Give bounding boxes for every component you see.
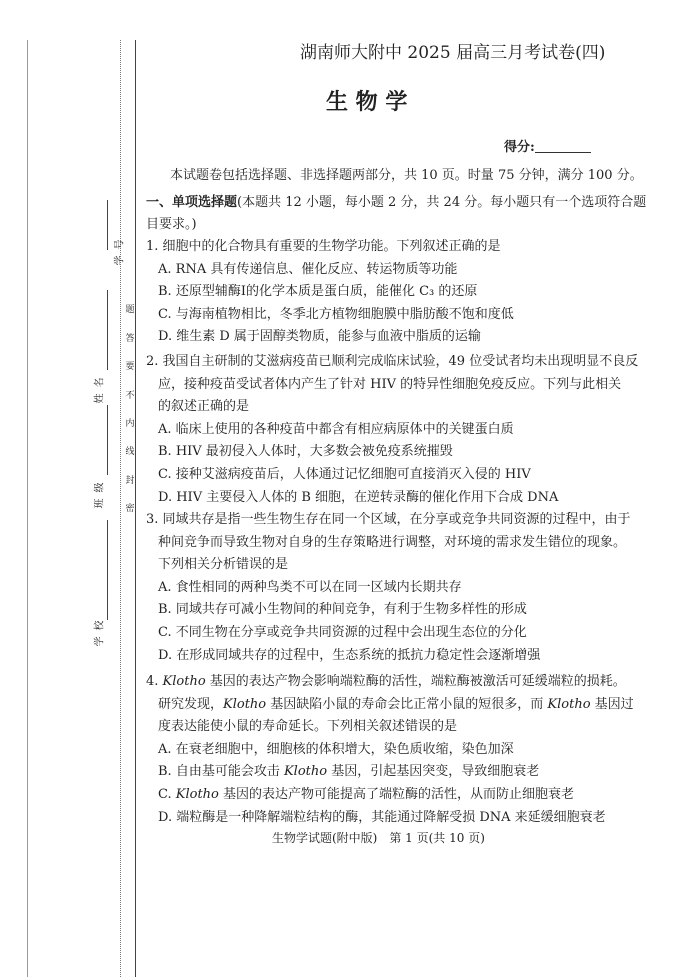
score-label: 得分: bbox=[504, 140, 535, 155]
question-stem: 2. 我国自主研制的艾滋病疫苗已顺利完成临床试验，49 位受试者均未出现明显不良反 bbox=[146, 354, 639, 369]
answer-option[interactable]: D. 维生素 D 属于固醇类物质，能参与血液中脂质的运输 bbox=[158, 329, 481, 344]
exam-title: 湖南师大附中 2025 届高三月考试卷(四) bbox=[300, 43, 606, 63]
answer-option[interactable]: C. Klotho 基因的表达产物可能提高了端粒酶的活性，从而防止细胞衰老 bbox=[158, 787, 575, 802]
question-stem: 下列相关分析错误的是 bbox=[158, 557, 289, 572]
question-stem: 度表达能使小鼠的寿命延长。下列相关叙述错误的是 bbox=[158, 719, 458, 734]
answer-option[interactable]: D. 在形成同域共存的过程中，生态系统的抵抗力稳定性会逐渐增强 bbox=[158, 648, 541, 663]
question-stem: 研究发现，Klotho 基因缺陷小鼠的寿命会比正常小鼠的短很多，而 Klotho 基因过 bbox=[158, 697, 634, 712]
answer-option[interactable]: B. 同域共存可减小生物间的种间竞争，有利于生物多样性的形成 bbox=[158, 602, 527, 617]
answer-option[interactable]: B. 还原型辅酶Ⅰ的化学本质是蛋白质，能催化 C₃ 的还原 bbox=[158, 284, 478, 299]
answer-option[interactable]: C. 不同生物在分享或竞争共同资源的过程中会出现生态位的分化 bbox=[158, 625, 527, 640]
answer-option[interactable]: A. RNA 具有传递信息、催化反应、转运物质等功能 bbox=[158, 262, 458, 277]
school-label: 学校 bbox=[94, 614, 106, 647]
seal-char: 要 bbox=[125, 362, 135, 372]
seal-char: 密 bbox=[125, 504, 135, 514]
page-footer: 生物学试题(附中版) 第 1 页(共 10 页) bbox=[272, 831, 485, 845]
answer-option[interactable]: D. 端粒酶是一种降解端粒结构的酶，其能通过降解受损 DNA 来延缓细胞衰老 bbox=[158, 810, 606, 825]
intro-text: 本试题卷包括选择题、非选择题两部分，共 10 页。时量 75 分钟，满分 100 分。 bbox=[170, 168, 643, 183]
question-stem: 1. 细胞中的化合物具有重要的生物学功能。下列叙述正确的是 bbox=[146, 239, 501, 254]
answer-option[interactable]: D. HIV 主要侵入人体的 B 细胞，在逆转录酶的催化作用下合成 DNA bbox=[158, 490, 559, 505]
student-id-label: 学号 bbox=[114, 233, 126, 266]
question-stem: 4. Klotho 基因的表达产物会影响端粒酶的活性，端粒酶被激活可延缓端粒的损耗。 bbox=[146, 674, 626, 689]
seal-char: 题 bbox=[125, 305, 135, 315]
score-field bbox=[504, 137, 591, 159]
margin-line bbox=[27, 40, 28, 977]
section-desc: 目要求。) bbox=[146, 217, 197, 232]
answer-option[interactable]: B. 自由基可能会攻击 Klotho 基因，引起基因突变，导致细胞衰老 bbox=[158, 764, 540, 779]
seal-char: 内 bbox=[125, 419, 135, 429]
seal-char: 答 bbox=[125, 334, 135, 344]
subject-title: 生 物 学 bbox=[326, 90, 408, 115]
question-stem: 3. 同域共存是指一些生物生存在同一个区域，在分享或竞争共同资源的过程中，由于 bbox=[146, 512, 631, 527]
answer-option[interactable]: A. 临床上使用的各种疫苗中都含有相应病原体中的关键蛋白质 bbox=[158, 422, 514, 437]
question-stem: 的叙述正确的是 bbox=[158, 399, 250, 414]
section-heading: 一、单项选择题(本题共 12 小题，每小题 2 分，共 24 分。每小题只有一个选项符合题 bbox=[146, 195, 647, 210]
seal-char: 线 bbox=[125, 447, 135, 457]
answer-option[interactable]: B. HIV 最初侵入人体时，大多数会被免疫系统摧毁 bbox=[158, 444, 453, 459]
answer-option[interactable]: A. 食性相同的两种鸟类不可以在同一区域内长期共存 bbox=[158, 580, 462, 595]
seal-char: 封 bbox=[125, 476, 135, 486]
question-stem: 种间竞争而导致生物对自身的生存策略进行调整，对环境的需求发生错位的现象。 bbox=[158, 535, 627, 550]
question-stem: 应，接种疫苗受试者体内产生了针对 HIV 的特异性细胞免疫反应。下列与此相关 bbox=[158, 377, 622, 392]
name-label: 姓名 bbox=[94, 371, 106, 404]
answer-option[interactable]: C. 与海南植物相比，冬季北方植物细胞膜中脂肪酸不饱和度低 bbox=[158, 307, 514, 322]
answer-option[interactable]: A. 在衰老细胞中，细胞核的体积增大，染色质收缩，染色加深 bbox=[158, 742, 514, 757]
cut-line-dashed bbox=[120, 40, 121, 977]
class-label: 班级 bbox=[94, 476, 106, 509]
seal-char: 不 bbox=[125, 391, 135, 401]
answer-option[interactable]: C. 接种艾滋病疫苗后，人体通过记忆细胞可直接消灭入侵的 HIV bbox=[158, 467, 531, 482]
